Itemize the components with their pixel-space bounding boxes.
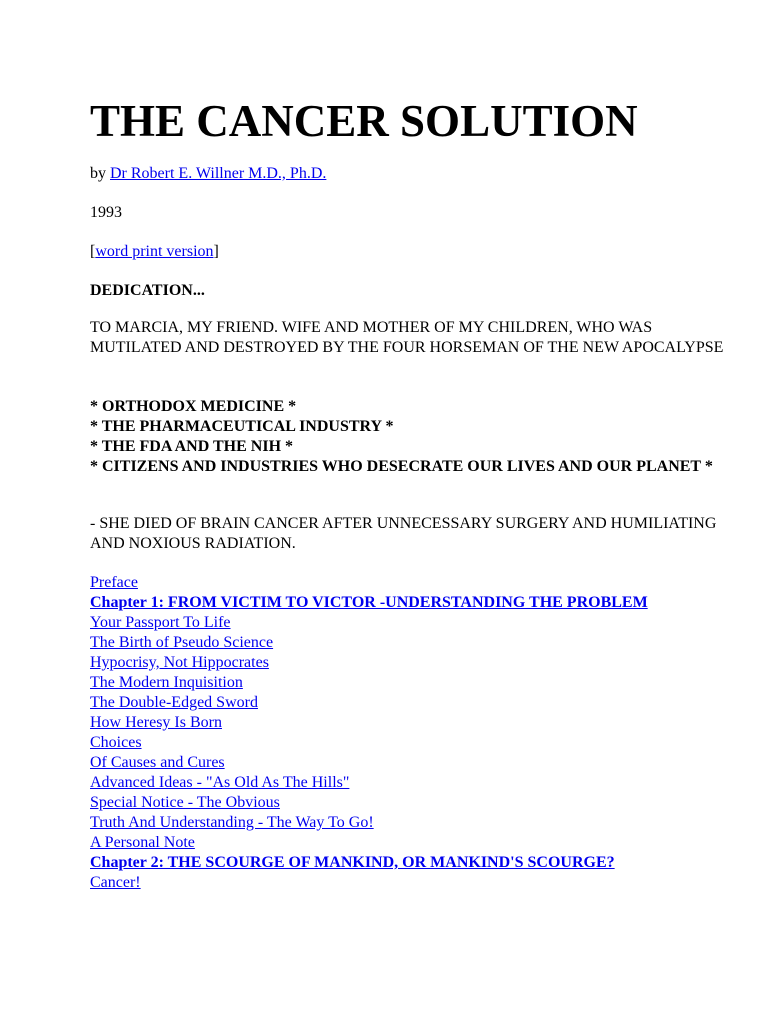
byline	[90, 164, 740, 184]
toc-link[interactable]: A Personal Note	[90, 834, 195, 851]
toc-link[interactable]: The Double-Edged Sword	[90, 694, 258, 711]
toc-link[interactable]: How Heresy Is Born	[90, 714, 222, 731]
closing-text: - SHE DIED OF BRAIN CANCER AFTER UNNECESSARY SURGERY AND HUMILIATING AND NOXIOUS RADIATION.	[90, 515, 717, 552]
byline-prefix: by	[90, 165, 110, 182]
toc-link-chapter-2[interactable]: Chapter 2: THE SCOURGE OF MANKIND, OR MANKIND'S SCOURGE?	[90, 854, 615, 871]
toc-link[interactable]: Choices	[90, 734, 142, 751]
print-version	[90, 242, 740, 262]
toc-link[interactable]: Special Notice - The Obvious	[90, 794, 280, 811]
toc-link[interactable]: Advanced Ideas - "As Old As The Hills"	[90, 774, 350, 791]
dedication-text: TO MARCIA, MY FRIEND. WIFE AND MOTHER OF MY CHILDREN, WHO WAS MUTILATED AND DESTROYED BY THE FOUR HORSEMAN OF THE NEW APOCALYPSE	[90, 319, 724, 356]
toc-link[interactable]: Truth And Understanding - The Way To Go!	[90, 814, 374, 831]
horseman-item: * THE PHARMACEUTICAL INDUSTRY *	[90, 418, 394, 435]
page-title: THE CANCER SOLUTION	[90, 96, 638, 146]
toc-link-chapter-1[interactable]: Chapter 1: FROM VICTIM TO VICTOR -UNDERSTANDING THE PROBLEM	[90, 594, 648, 611]
horsemen-list	[90, 397, 740, 477]
toc-link[interactable]: Of Causes and Cures	[90, 754, 225, 771]
toc-link-preface[interactable]: Preface	[90, 574, 138, 591]
table-of-contents	[90, 573, 740, 893]
bracket-open: [	[90, 243, 96, 260]
publication-year: 1993	[90, 204, 122, 221]
toc-link[interactable]: Hypocrisy, Not Hippocrates	[90, 654, 269, 671]
horseman-item: * CITIZENS AND INDUSTRIES WHO DESECRATE OUR LIVES AND OUR PLANET *	[90, 458, 713, 475]
toc-link[interactable]: Your Passport To Life	[90, 614, 231, 631]
toc-link[interactable]: Cancer!	[90, 874, 141, 891]
bracket-close: ]	[213, 243, 219, 260]
author-link[interactable]: Dr Robert E. Willner M.D., Ph.D.	[110, 165, 327, 182]
horseman-item: * ORTHODOX MEDICINE *	[90, 398, 297, 415]
dedication-heading: DEDICATION...	[90, 282, 205, 299]
toc-link[interactable]: The Birth of Pseudo Science	[90, 634, 274, 651]
horseman-item: * THE FDA AND THE NIH *	[90, 438, 294, 455]
word-print-version-link[interactable]: word print version	[95, 243, 214, 260]
toc-link[interactable]: The Modern Inquisition	[90, 674, 243, 691]
